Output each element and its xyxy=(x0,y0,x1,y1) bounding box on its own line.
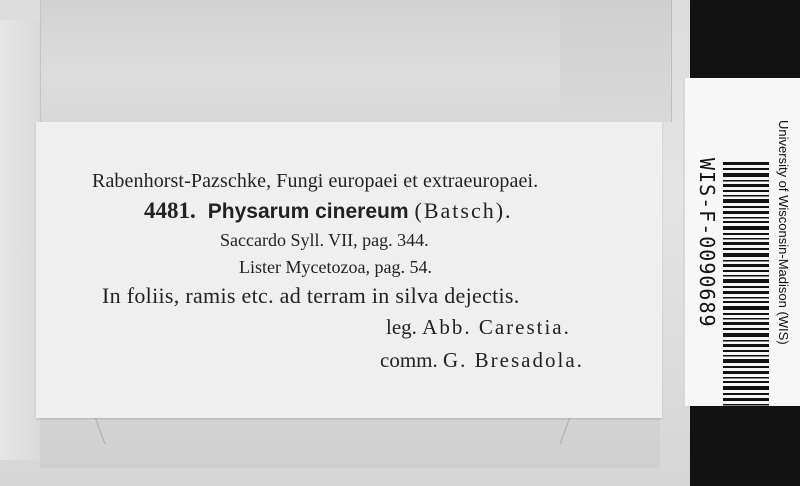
communicator-name: G. Bresadola. xyxy=(443,348,584,372)
reference-lister: Lister Mycetozoa, pag. 54. xyxy=(239,257,432,277)
series-line: Rabenhorst-Pazschke, Fungi europaei et extraeuropaei. xyxy=(92,170,539,192)
taxon-authority: (Batsch). xyxy=(414,198,513,223)
communicator-line xyxy=(380,348,584,373)
collector-line xyxy=(386,315,571,340)
barcode-card xyxy=(683,78,800,406)
reference-saccardo: Saccardo Syll. VII, pag. 344. xyxy=(220,230,429,250)
taxon-name: Physarum cinereum xyxy=(207,200,409,223)
packet-side xyxy=(0,20,40,460)
packet-top-flap-right xyxy=(560,0,670,122)
packet-bottom-flap xyxy=(40,410,660,468)
herbarium-label xyxy=(36,122,662,418)
collector-prefix: leg. xyxy=(386,315,417,339)
exsiccata-number: 4481. xyxy=(144,198,196,223)
barcode xyxy=(723,114,769,460)
barcode-number: WIS-F-0090689 xyxy=(695,158,719,328)
taxon-line xyxy=(144,198,513,224)
habitat-line: In foliis, ramis etc. ad terram in silva dejectis. xyxy=(102,283,520,308)
institution-text: University of Wisconsin-Madison (WIS) xyxy=(776,120,791,345)
collector-name: Abb. Carestia. xyxy=(422,315,571,339)
communicator-prefix: comm. xyxy=(380,348,438,372)
